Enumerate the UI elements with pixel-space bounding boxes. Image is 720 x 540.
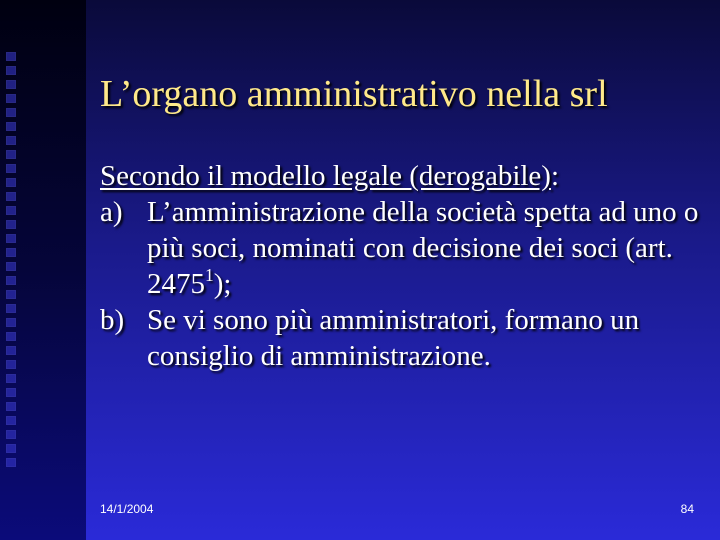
decorative-square bbox=[6, 276, 16, 285]
decorative-square bbox=[6, 458, 16, 467]
list-item bbox=[100, 194, 700, 302]
decorative-square bbox=[6, 66, 16, 75]
decorative-square bbox=[6, 360, 16, 369]
decorative-square bbox=[6, 304, 16, 313]
list-marker: a) bbox=[100, 196, 123, 228]
list-marker: b) bbox=[100, 304, 125, 336]
decorative-square bbox=[6, 262, 16, 271]
decorative-square bbox=[6, 402, 16, 411]
decorative-square bbox=[6, 318, 16, 327]
list-item-text bbox=[147, 194, 700, 302]
decorative-square bbox=[6, 108, 16, 117]
intro-line bbox=[100, 158, 700, 194]
decorative-square bbox=[6, 430, 16, 439]
decorative-square bbox=[6, 374, 16, 383]
decorative-square bbox=[6, 220, 16, 229]
decorative-square bbox=[6, 80, 16, 89]
decorative-square bbox=[6, 136, 16, 145]
list-item bbox=[100, 302, 700, 374]
decorative-square bbox=[6, 178, 16, 187]
decorative-square bbox=[6, 122, 16, 131]
footer-date: 14/1/2004 bbox=[100, 502, 154, 516]
slide-body bbox=[100, 158, 700, 374]
decorative-square bbox=[6, 416, 16, 425]
decorative-square bbox=[6, 248, 16, 257]
decorative-square bbox=[6, 206, 16, 215]
decorative-square bbox=[6, 444, 16, 453]
page-number: 84 bbox=[680, 502, 694, 516]
decorative-square bbox=[6, 332, 16, 341]
intro-colon: : bbox=[550, 160, 560, 192]
slide-title: L’organo amministrativo nella srl bbox=[100, 73, 608, 115]
decorative-square bbox=[6, 52, 16, 61]
decorative-square bbox=[6, 346, 16, 355]
decorative-square bbox=[6, 388, 16, 397]
superscript-number: 1 bbox=[205, 264, 214, 285]
decorative-square bbox=[6, 192, 16, 201]
decorative-square bbox=[6, 290, 16, 299]
decorative-square-column bbox=[6, 52, 20, 492]
list-item-text-end: ); bbox=[213, 268, 232, 300]
list-item-text-main: L’amministrazione della società spetta ad uno o più soci, nominati con decisione dei soci (art. 2475 bbox=[147, 196, 699, 300]
intro-text: Secondo il modello legale (derogabile) bbox=[100, 160, 551, 192]
decorative-square bbox=[6, 164, 16, 173]
decorative-square bbox=[6, 234, 16, 243]
decorative-square bbox=[6, 150, 16, 159]
decorative-square bbox=[6, 94, 16, 103]
list-item-text: Se vi sono più amministratori, formano un consiglio di amministrazione. bbox=[147, 304, 640, 372]
